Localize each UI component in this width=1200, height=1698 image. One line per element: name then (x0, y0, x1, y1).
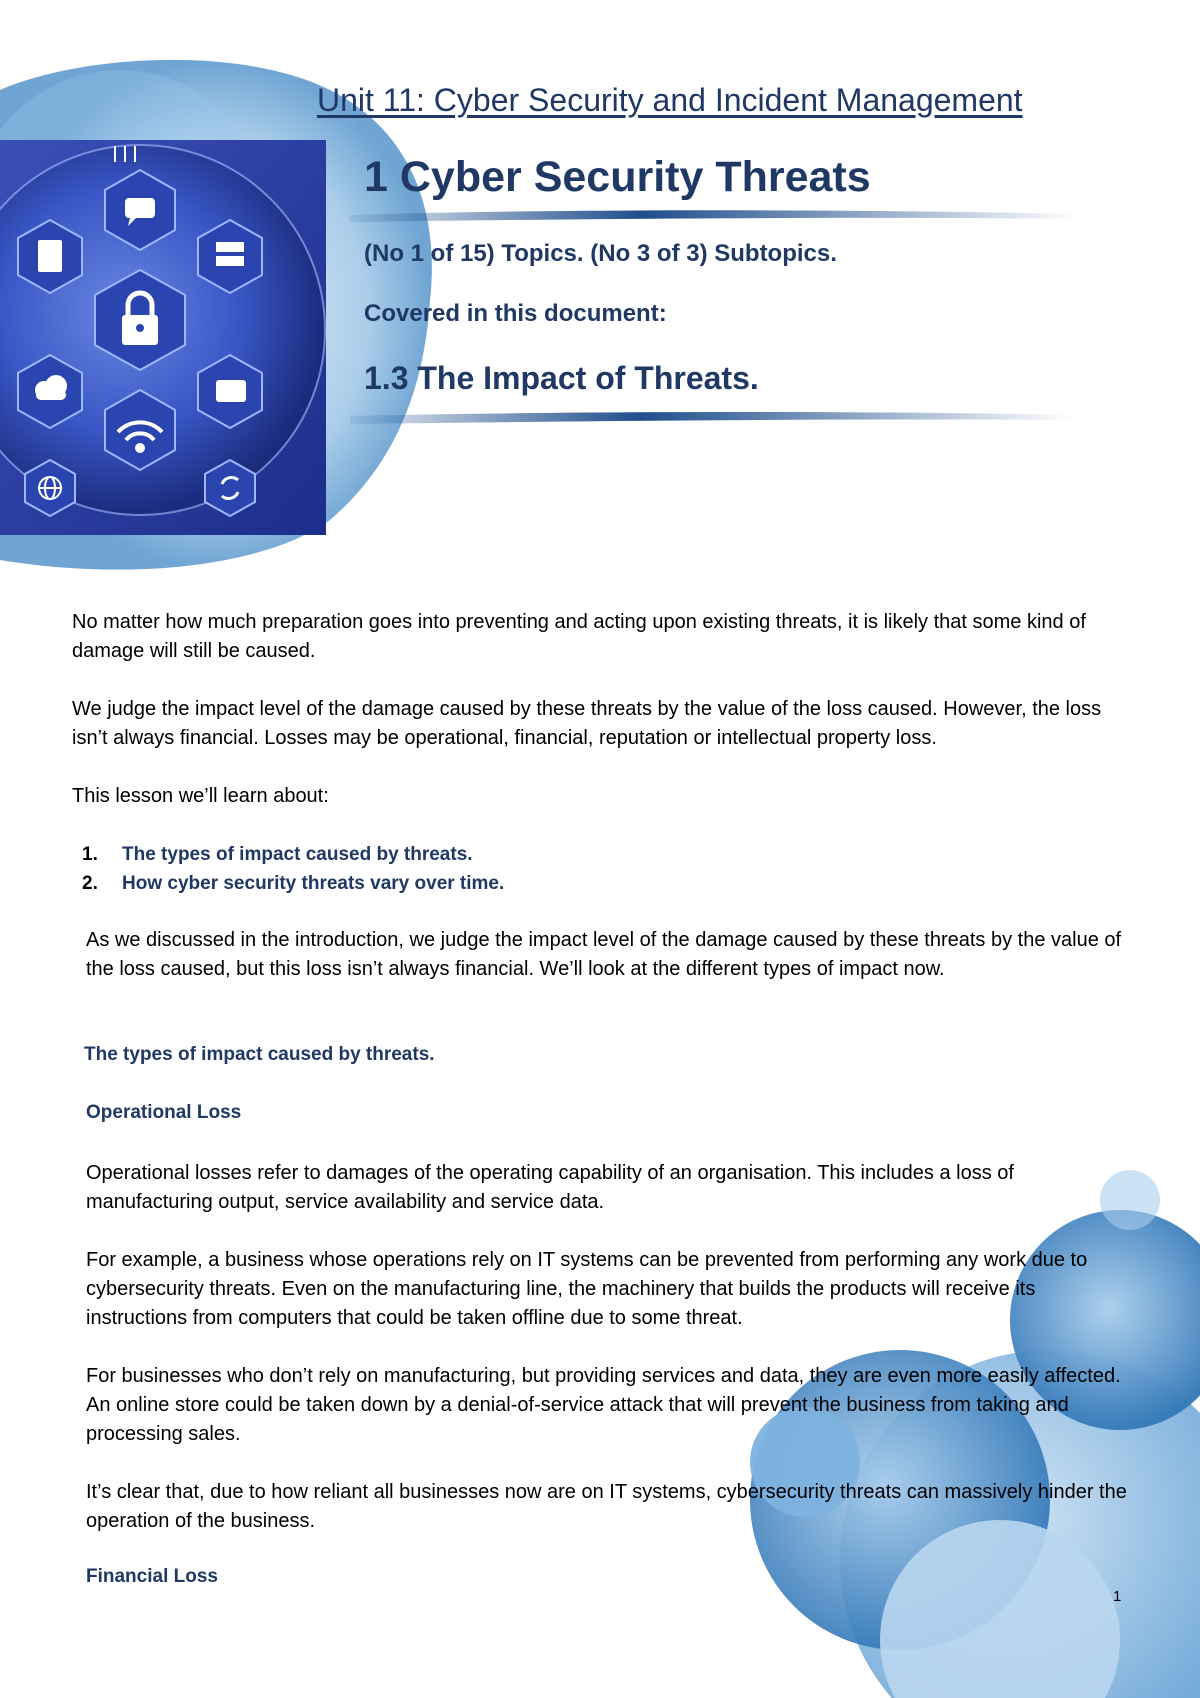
operational-paragraph-1: Operational losses refer to damages of the operating capability of an organisation. This includes a loss of manufacturing output, service availability and service data. (86, 1162, 1014, 1213)
list-text: The types of impact caused by threats. (122, 844, 473, 865)
covered-label: Covered in this document: (364, 300, 667, 327)
unit-title: Unit 11: Cyber Security and Incident Management (317, 82, 1023, 118)
document-icon (38, 240, 62, 272)
list-text: How cyber security threats vary over time. (122, 873, 505, 894)
list-number: 1. (82, 844, 98, 865)
main-heading: 1 Cyber Security Threats (364, 153, 871, 201)
topics-line: (No 1 of 15) Topics. (No 3 of 3) Subtopics. (364, 240, 837, 267)
wallet-icon (216, 380, 246, 402)
financial-loss-heading: Financial Loss (86, 1566, 218, 1587)
intro-paragraph-2: We judge the impact level of the damage caused by these threats by the value of the loss caused. However, the loss isn’t always financial. Losses may be operational, financial, reputation or intellectual property loss. (72, 698, 1102, 749)
operational-paragraph-2: For example, a business whose operations rely on IT systems can be prevented from performing any work due to cybersecurity threats. Even on the manufacturing line, the machinery that builds the products will receive its instructions from computers that could be taken offline due to some threat. (86, 1249, 1088, 1329)
lesson-list-item (82, 869, 504, 898)
operational-loss-heading: Operational Loss (86, 1102, 242, 1123)
cyber-security-sphere-image (0, 140, 326, 535)
operational-paragraph-4: It’s clear that, due to how reliant all businesses now are on IT systems, cybersecurity threats can massively hinder the operation of the business. (86, 1481, 1127, 1532)
list-number: 2. (82, 873, 98, 894)
lesson-lead: This lesson we’ll learn about: (72, 785, 329, 807)
intro-paragraph-1: No matter how much preparation goes into preventing and acting upon existing threats, it is likely that some kind of damage will still be caused. (72, 611, 1086, 662)
body-paragraph-3: As we discussed in the introduction, we judge the impact level of the damage caused by these threats by the value of the loss caused, but this loss isn’t always financial. We’ll look at the different types of impact now. (86, 929, 1122, 980)
operational-paragraph-3: For businesses who don’t rely on manufacturing, but providing services and data, they are even more easily affected. An online store could be taken down by a denial-of-service attack that will prevent the business from taking and processing sales. (86, 1365, 1121, 1445)
subtopic-heading: 1.3 The Impact of Threats. (364, 360, 759, 396)
lesson-list-item (82, 840, 473, 869)
page-number: 1 (1113, 1588, 1122, 1605)
section-heading: The types of impact caused by threats. (84, 1044, 435, 1065)
